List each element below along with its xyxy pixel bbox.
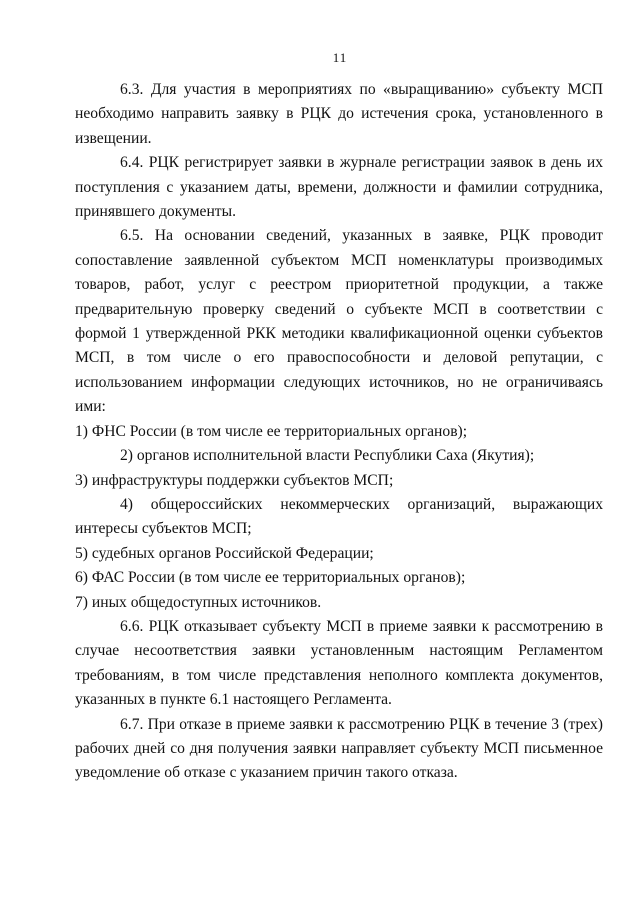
paragraph-6-7: 6.7. При отказе в приеме заявки к рассмотрению РЦК в течение 3 (трех) рабочих дней со дня получения заявки направляет субъекту МСП письменное уведомление об отказе с указанием причин такого отказа. <box>75 715 603 782</box>
source-item-1: 1) ФНС России (в том числе ее территориальных органов); <box>75 422 468 440</box>
source-item-7: 7) иных общедоступных источников. <box>75 593 322 611</box>
paragraph-6-5: 6.5. На основании сведений, указанных в заявке, РЦК проводит сопоставление заявленной субъектом МСП номенклатуры производимых товаров, работ, услуг с реестром приоритетной продукции, а также предварительную проверку сведений о субъекте МСП в соответствии с формой 1 утвержденной РКК методики квалификационной оценки субъектов МСП, в том числе о его правоспособности и деловой репутации, с использованием информации следующих источников, но не ограничиваясь ими: <box>75 227 603 416</box>
source-item-2: 2) органов исполнительной власти Республики Саха (Якутия); <box>120 447 535 465</box>
page-number: 11 <box>332 50 348 65</box>
paragraph-6-4: 6.4. РЦК регистрирует заявки в журнале регистрации заявок в день их поступления с указанием даты, времени, должности и фамилии сотрудника, принявшего документы. <box>75 154 603 221</box>
document-body <box>75 78 603 786</box>
source-item-3: 3) инфраструктуры поддержки субъектов МСП; <box>75 471 394 489</box>
paragraph-6-3: 6.3. Для участия в мероприятиях по «выращиванию» субъекту МСП необходимо направить заявку в РЦК до истечения срока, установленного в извещении. <box>75 81 603 147</box>
source-item-4: 4) общероссийских некоммерческих организаций, выражающих интересы субъектов МСП; <box>75 495 603 538</box>
source-item-6: 6) ФАС России (в том числе ее территориальных органов); <box>75 569 466 587</box>
source-item-5: 5) судебных органов Российской Федерации; <box>75 544 374 562</box>
paragraph-6-6: 6.6. РЦК отказывает субъекту МСП в приеме заявки к рассмотрению в случае несоответствия заявки установленным настоящим Регламентом требованиям, в том числе представления неполного комплекта документов, указанных в пункте 6.1 настоящего Регламента. <box>75 617 603 709</box>
